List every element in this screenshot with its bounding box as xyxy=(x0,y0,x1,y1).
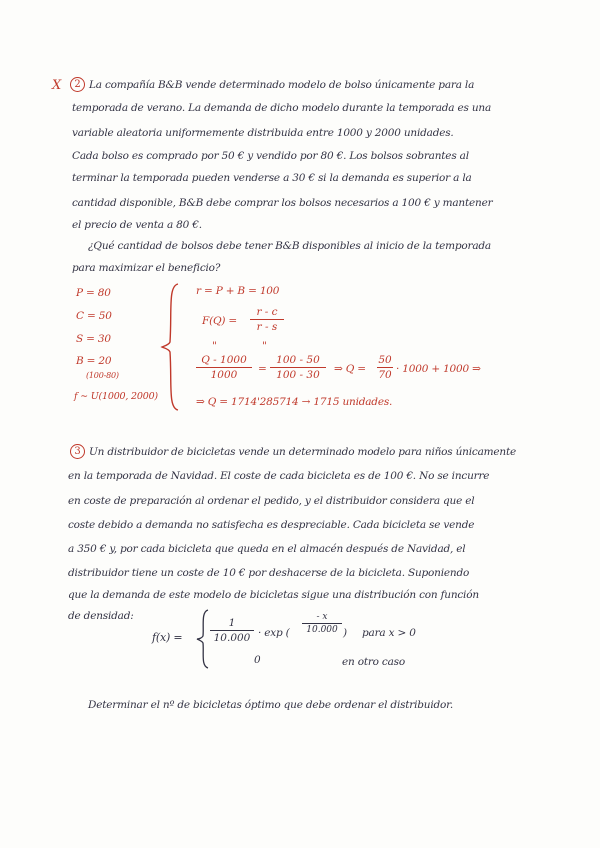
solution-result: ⇒ Q = 1714'285714 → 1715 unidades. xyxy=(196,396,393,408)
problem3-task: Determinar el nº de bicicletas óptimo que debe ordenar el distribuidor. xyxy=(88,699,453,711)
data-b: B = 20 xyxy=(76,355,112,367)
data-c: C = 50 xyxy=(76,310,112,322)
solution-equals: = xyxy=(258,363,267,375)
coef-denominator: 10.000 xyxy=(213,632,251,644)
problem2-line-1: La compañía B&B vende determinado modelo de bolso únicamente para la xyxy=(89,79,475,91)
density-exp-fraction xyxy=(302,612,342,635)
ratio-bar xyxy=(270,367,326,368)
problem2-line-5: terminar la temporada pueden venderse a 30 € si la demanda es superior a la xyxy=(72,172,472,184)
q-denominator: 1000 xyxy=(210,369,238,381)
problem3-line-8: de densidad: xyxy=(68,610,134,622)
density-lhs: f(x) = xyxy=(152,631,183,644)
density-coef-fraction xyxy=(210,617,254,644)
problem3-line-4: coste debido a demanda no satisfecha es despreciable. Cada bicicleta se vende xyxy=(68,519,475,531)
problem3-line-5: a 350 € y, por cada bicicleta que queda en el almacén después de Navidad, el xyxy=(68,543,466,555)
problem2-line-3: variable aleatoria uniformemente distribuida entre 1000 y 2000 unidades. xyxy=(72,127,454,139)
problem2-number: 2 xyxy=(70,77,85,92)
f-bar xyxy=(250,319,284,320)
problem2-line-6: cantidad disponible, B&B debe comprar los bolsos necesarios a 100 € y mantener xyxy=(72,197,493,209)
problem3-line-7: que la demanda de este modelo de bicicletas sigue una distribución con función xyxy=(68,589,479,601)
fifty-bar xyxy=(377,367,393,368)
density-cond-2: en otro caso xyxy=(342,656,405,668)
data-p: P = 80 xyxy=(76,287,111,299)
density-exp: · exp ( xyxy=(258,627,290,639)
fifty-denominator: 70 xyxy=(378,369,392,381)
problem2-line-4: Cada bolso es comprado por 50 € y vendido por 80 €. Los bolsos sobrantes al xyxy=(72,150,469,162)
f-numerator: r - c xyxy=(256,306,278,318)
ditto-left: " xyxy=(212,340,217,352)
problem3-line-2: en la temporada de Navidad. El coste de cada bicicleta es de 100 €. No se incurre xyxy=(68,470,490,482)
solution-f-fraction xyxy=(250,306,284,333)
ratio-numerator: 100 - 50 xyxy=(276,354,320,366)
solution-fifty-fraction xyxy=(377,354,393,381)
density-exp-close: ) xyxy=(343,627,347,639)
solution-arrow-q: ⇒ Q = xyxy=(334,363,366,375)
exp-denominator: 10.000 xyxy=(306,625,338,635)
fifty-numerator: 50 xyxy=(378,354,392,366)
exp-bar xyxy=(302,623,342,624)
problem3-line-3: en coste de preparación al ordenar el pedido, y el distribuidor considera que el xyxy=(68,495,475,507)
data-distribution: f ∼ U(1000, 2000) xyxy=(74,391,158,402)
coef-numerator: 1 xyxy=(228,617,236,629)
solution-r: r = P + B = 100 xyxy=(196,285,280,297)
q-bar xyxy=(196,367,252,368)
f-denominator: r - s xyxy=(256,321,278,333)
question-line-1: ¿Qué cantidad de bolsos debe tener B&B disponibles al inicio de la temporada xyxy=(88,240,491,252)
data-b-note: (100-80) xyxy=(86,371,119,380)
ratio-denominator: 100 - 30 xyxy=(276,369,320,381)
problem2-mark: X xyxy=(52,78,62,93)
solution-f-lhs: F(Q) = xyxy=(202,315,238,327)
solution-brace xyxy=(160,282,184,412)
solution-ratio-fraction xyxy=(270,354,326,381)
problem3-line-6: distribuidor tiene un coste de 10 € por deshacerse de la bicicleta. Suponiendo xyxy=(68,567,470,579)
problem2-line-7: el precio de venta a 80 €. xyxy=(72,219,202,231)
problem3-number: 3 xyxy=(70,444,85,459)
question-line-2: para maximizar el beneficio? xyxy=(72,262,221,274)
problem2-line-2: temporada de verano. La demanda de dicho modelo durante la temporada es una xyxy=(72,102,492,114)
density-cond-1: para x > 0 xyxy=(362,627,416,639)
q-numerator: Q - 1000 xyxy=(201,354,247,366)
density-zero: 0 xyxy=(254,654,261,666)
exp-numerator: - x xyxy=(316,612,328,622)
solution-rest: · 1000 + 1000 ⇒ xyxy=(396,363,481,375)
coef-bar xyxy=(210,630,254,631)
ditto-right: " xyxy=(262,340,267,352)
problem3-line-1: Un distribuidor de bicicletas vende un determinado modelo para niños únicamente xyxy=(89,446,517,458)
data-s: S = 30 xyxy=(76,333,111,345)
solution-q-fraction xyxy=(196,354,252,381)
